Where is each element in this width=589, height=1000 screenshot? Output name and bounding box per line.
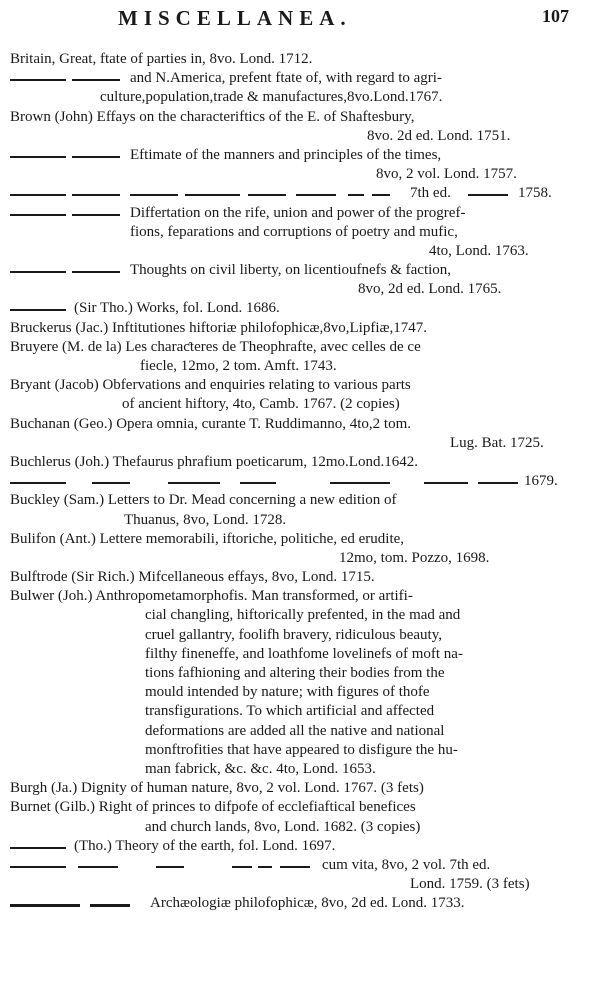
entry-text: fions, feparations and corruptions of poetry and mufic, xyxy=(130,223,458,240)
catalogue-line xyxy=(0,702,589,721)
entry-text: of ancient hiftory, 4to, Camb. 1767. (2 copies) xyxy=(122,396,400,413)
catalogue-line xyxy=(0,645,589,664)
entry-text: 8vo, 2d ed. Lond. 1765. xyxy=(358,281,502,298)
catalogue-line xyxy=(0,491,589,510)
catalogue-line xyxy=(0,395,589,414)
catalogue-line xyxy=(0,261,589,280)
entry-text: 7th ed. xyxy=(410,185,451,202)
catalogue-line xyxy=(0,530,589,549)
entry-text: Bulftrode (Sir Rich.) Mifcellaneous effays, 8vo, Lond. 1715. xyxy=(10,569,375,586)
ditto-dash xyxy=(468,194,508,196)
section-title: MISCELLANEA. xyxy=(118,6,352,30)
catalogue-line xyxy=(0,798,589,817)
catalogue-line xyxy=(0,146,589,165)
entry-text: Bulifon (Ant.) Lettere memorabili, iftoriche, politiche, ed erudite, xyxy=(10,530,405,547)
entry-text: 1679. xyxy=(524,473,558,490)
catalogue-line xyxy=(0,165,589,184)
catalogue-line xyxy=(0,415,589,434)
catalogue-line xyxy=(0,549,589,568)
catalogue-line xyxy=(0,741,589,760)
entry-text: fiecle, 12mo, 2 tom. Amft. 1743. xyxy=(140,358,337,374)
entry-text: Thoughts on civil liberty, on licentioufnefs & faction, xyxy=(130,262,452,279)
entry-text: Archæologiæ philofophicæ, 8vo, 2d ed. Lond. 1733. xyxy=(150,895,465,912)
ditto-dash xyxy=(185,194,240,196)
ditto-dash xyxy=(248,194,286,196)
ditto-dash xyxy=(10,156,66,158)
entry-text: cum vita, 8vo, 2 vol. 7th ed. xyxy=(322,856,491,873)
entry-text: culture,population,trade & manufactures,8vo.Lond.1767. xyxy=(100,89,443,106)
entry-text: Bruckerus (Jac.) Inftitutiones hiftoriæ philofophicæ,8vo,Lipfiæ,1747. xyxy=(10,319,428,336)
catalogue-line xyxy=(0,606,589,625)
ditto-dash xyxy=(90,904,130,907)
ditto-dash xyxy=(72,156,120,158)
ditto-dash xyxy=(372,194,390,196)
entry-text: and N.America, prefent ftate of, with regard to agri- xyxy=(130,70,442,87)
ditto-dash xyxy=(10,866,66,868)
catalogue-line xyxy=(0,223,589,242)
catalogue-line xyxy=(0,818,589,837)
ditto-dash xyxy=(72,271,120,273)
entry-text: Bulwer (Joh.) Anthropometamorphofis. Man transformed, or artifi- xyxy=(10,588,413,605)
entry-text: Burnet (Gilb.) Right of princes to difpofe of ecclefiaftical benefices xyxy=(10,799,416,816)
catalogue-line xyxy=(0,319,589,338)
entry-text: Brown (John) Effays on the characteriftics of the E. of Shaftesbury, xyxy=(10,108,415,125)
catalogue-line xyxy=(0,664,589,683)
entry-text: 12mo, tom. Pozzo, 1698. xyxy=(339,549,490,566)
ditto-dash xyxy=(10,482,66,484)
ditto-dash xyxy=(10,309,66,311)
ditto-dash xyxy=(10,79,66,81)
ditto-dash xyxy=(10,214,66,216)
ditto-dash xyxy=(330,482,390,484)
catalogue-line xyxy=(0,299,589,318)
ditto-dash xyxy=(10,271,66,273)
catalogue-line xyxy=(0,242,589,261)
ditto-dash xyxy=(348,194,364,196)
entry-text: Differtation on the rife, union and power of the progref- xyxy=(130,204,466,221)
entry-text: Thuanus, 8vo, Lond. 1728. xyxy=(124,511,287,528)
ditto-dash xyxy=(72,79,120,81)
entry-text: 8vo. 2d ed. Lond. 1751. xyxy=(367,127,511,144)
entry-text: transfigurations. To which artificial and affected xyxy=(145,703,435,720)
catalogue-line xyxy=(0,511,589,530)
entry-text: (Sir Tho.) Works, fol. Lond. 1686. xyxy=(74,300,280,317)
ditto-dash xyxy=(10,904,80,907)
ditto-dash xyxy=(130,194,178,196)
catalogue-line xyxy=(0,434,589,453)
catalogue-line xyxy=(0,760,589,779)
catalogue-line xyxy=(0,357,589,376)
running-header xyxy=(0,4,589,32)
entry-text: 4to, Lond. 1763. xyxy=(429,242,529,259)
catalogue-line xyxy=(0,568,589,587)
catalogue-line xyxy=(0,127,589,146)
entry-text: and church lands, 8vo, Lond. 1682. (3 copies) xyxy=(145,818,421,835)
entry-text: monftrofities that have appeared to disfigure the hu- xyxy=(145,741,458,758)
ditto-dash xyxy=(424,482,468,484)
ditto-dash xyxy=(280,866,310,868)
ditto-dash xyxy=(168,482,220,484)
entry-text: Eftimate of the manners and principles of the times, xyxy=(130,146,442,163)
catalogue-line xyxy=(0,184,589,203)
entry-text: Burgh (Ja.) Dignity of human nature, 8vo, 2 vol. Lond. 1767. (3 fets) xyxy=(10,780,424,797)
entry-text: Lug. Bat. 1725. xyxy=(450,434,544,451)
catalogue-line xyxy=(0,875,589,894)
catalogue-line xyxy=(0,88,589,107)
entry-text: filthy fineneffe, and loathfome lovelinefs of moft na- xyxy=(145,645,463,662)
catalogue-line xyxy=(0,204,589,223)
entry-text: deformations are added all the native and national xyxy=(145,722,445,739)
ditto-dash xyxy=(92,482,130,484)
ditto-dash xyxy=(10,847,66,849)
catalogue-line xyxy=(0,587,589,606)
entry-text: cial changling, hiftorically prefented, in the mad and xyxy=(145,607,461,624)
catalogue-line xyxy=(0,280,589,299)
ditto-dash xyxy=(72,194,120,196)
ditto-dash xyxy=(478,482,518,484)
ditto-dash xyxy=(72,214,120,216)
entry-text: man fabrick, &c. &c. 4to, Lond. 1653. xyxy=(145,760,376,777)
catalogue-line xyxy=(0,376,589,395)
catalogue-line xyxy=(0,453,589,472)
entry-text: Lond. 1759. (3 fets) xyxy=(410,876,530,893)
catalogue-line xyxy=(0,683,589,702)
ditto-dash xyxy=(258,866,272,868)
entry-text: Buchanan (Geo.) Opera omnia, curante T. Ruddimanno, 4to,2 tom. xyxy=(10,415,412,432)
catalogue-line xyxy=(0,472,589,491)
catalogue-line xyxy=(0,50,589,69)
entry-text: Buchlerus (Joh.) Thefaurus phrafium poeticarum, 12mo.Lond.1642. xyxy=(10,453,418,470)
catalogue-entries xyxy=(0,50,589,913)
entry-text: cruel gallantry, foolifh bravery, ridiculous beauty, xyxy=(145,626,442,643)
catalogue-line xyxy=(0,722,589,741)
entry-text: Bryant (Jacob) Obfervations and enquiries relating to various parts xyxy=(10,377,411,394)
catalogue-line xyxy=(0,837,589,856)
entry-text: tions fafhioning and altering their bodies from the xyxy=(145,665,445,681)
entry-text: 1758. xyxy=(518,185,552,202)
ditto-dash xyxy=(10,194,66,196)
ditto-dash xyxy=(296,194,336,196)
catalogue-line xyxy=(0,894,589,913)
catalogue-line xyxy=(0,108,589,127)
catalogue-line xyxy=(0,69,589,88)
ditto-dash xyxy=(78,866,118,868)
page-number: 107 xyxy=(542,6,569,26)
catalogue-line xyxy=(0,856,589,875)
entry-text: (Tho.) Theory of the earth, fol. Lond. 1697. xyxy=(74,837,336,854)
ditto-dash xyxy=(240,482,276,484)
catalogue-line xyxy=(0,779,589,798)
catalogue-line xyxy=(0,338,589,357)
catalogue-line xyxy=(0,626,589,645)
entry-text: 8vo, 2 vol. Lond. 1757. xyxy=(376,166,517,183)
ditto-dash xyxy=(156,866,184,868)
entry-text: Britain, Great, ftate of parties in, 8vo. Lond. 1712. xyxy=(10,51,313,67)
entry-text: Bruyere (M. de la) Les charaƈteres de Theophrafte, avec celles de ce xyxy=(10,338,421,355)
entry-text: mould intended by nature; with figures of thofe xyxy=(145,684,430,701)
ditto-dash xyxy=(232,866,252,868)
entry-text: Buckley (Sam.) Letters to Dr. Mead concerning a new edition of xyxy=(10,492,397,509)
